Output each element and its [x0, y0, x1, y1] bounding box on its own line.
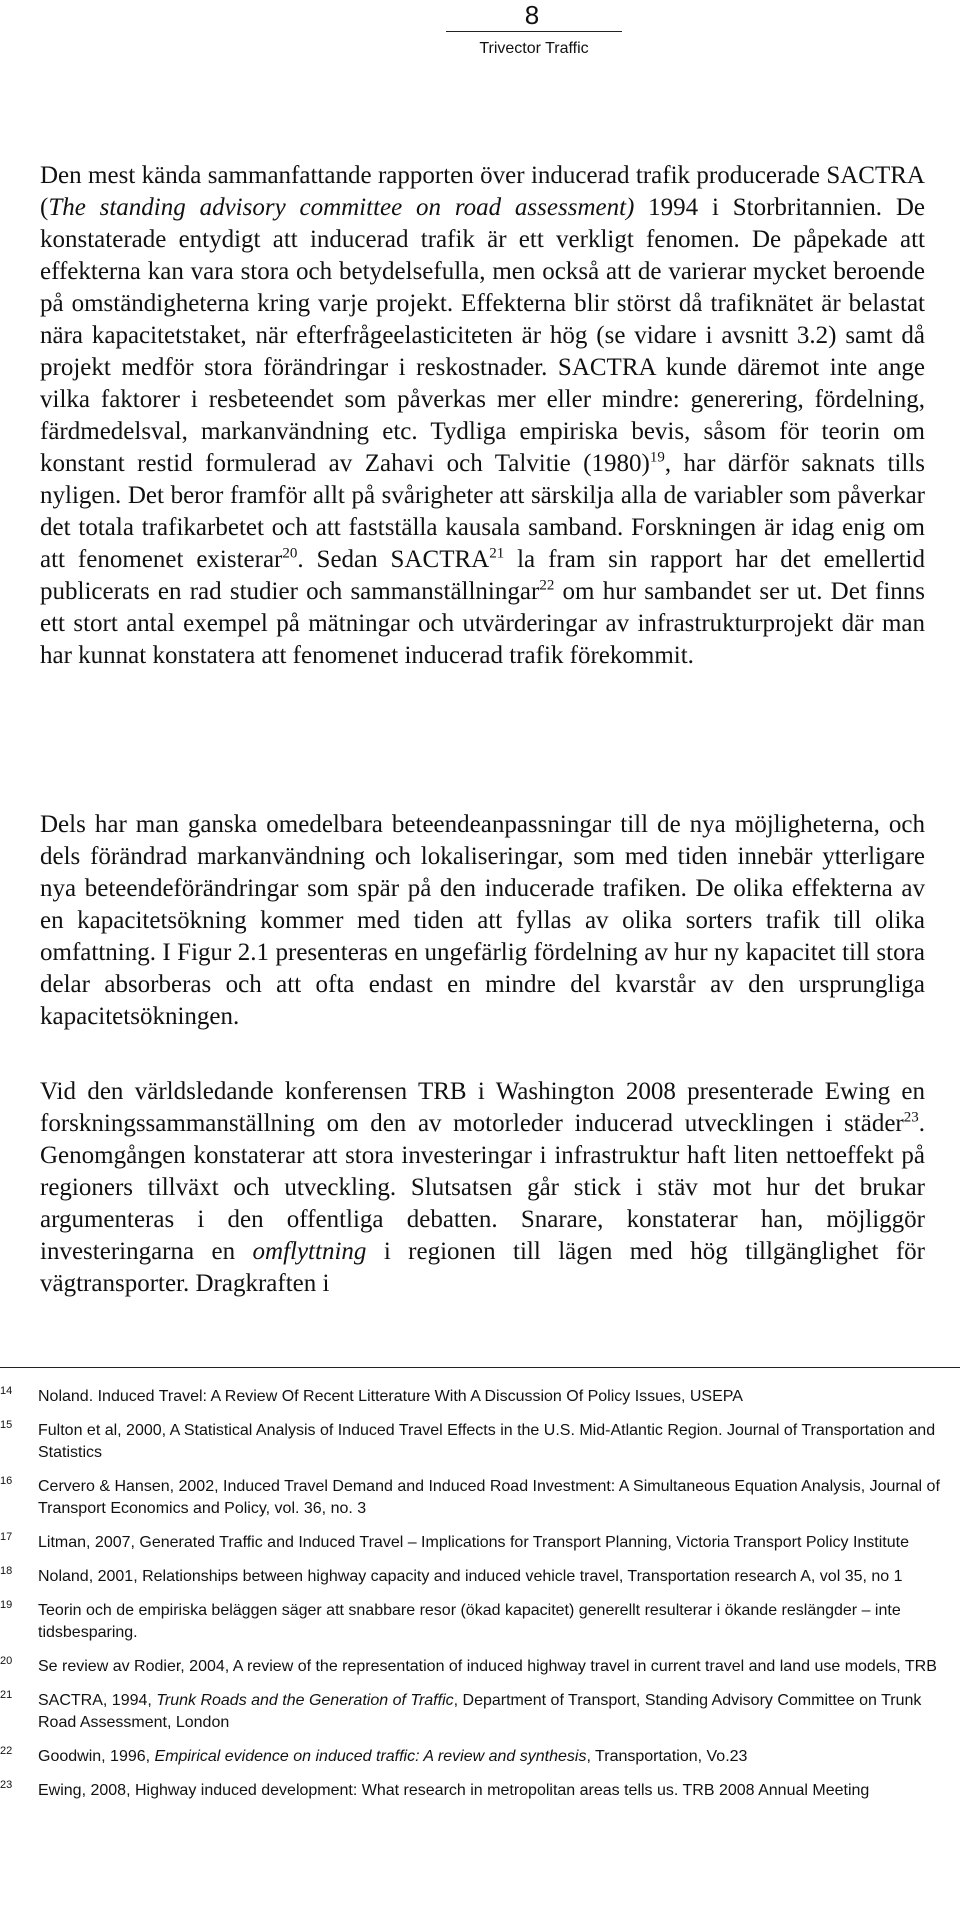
footnote-text: Cervero & Hansen, 2002, Induced Travel Demand and Induced Road Investment: A Simultaneous Equation Analysis, Journal of Transport Economics and Policy, vol. 36, no. 3 — [38, 1478, 940, 1517]
footnote-19 — [0, 1600, 944, 1644]
footnote-text: Noland, 2001, Relationships between highway capacity and induced vehicle travel, Transportation research A, vol 35, no 1 — [38, 1568, 903, 1585]
footnote-ref-21: 21 — [489, 545, 505, 562]
p3-text-b: . Genomgången konstaterar att stora investeringar i infrastruktur haft liten nettoeffekt på regioners tillväxt och utveckling. Slutsatsen går stick i stäv mot hur det brukar argumenteras i den offentliga debatten. Snarare, konstaterar han, möjliggör investeringarna en — [40, 1110, 925, 1265]
footnote-ref-20: 20 — [282, 545, 298, 562]
footnote-title: Empirical evidence on induced traffic: A review and synthesis — [154, 1748, 587, 1765]
footnote-ref-22: 22 — [539, 577, 555, 594]
footnote-title: Trunk Roads and the Generation of Traffic — [156, 1692, 454, 1709]
footnote-text: Fulton et al, 2000, A Statistical Analysis of Induced Travel Effects in the U.S. Mid-Atlantic Region. Journal of Transportation and Statistics — [38, 1422, 936, 1461]
footnote-rule — [0, 1367, 960, 1368]
footnote-text: Noland. Induced Travel: A Review Of Recent Litterature With A Discussion Of Policy Issues, USEPA — [38, 1388, 743, 1405]
p1-text-g: om hur sambandet ser ut. Det finns ett stort antal exempel på mätningar och utvärderingar av infrastrukturprojekt där man har kunnat konstatera att fenomenet inducerad trafik förekommit. — [40, 578, 926, 669]
footnote-text: Teorin och de empiriska beläggen säger att snabbare resor (ökad kapacitet) generellt resulterar i ökande reslängder – inte tidsbesparing. — [38, 1602, 901, 1641]
p1-text-d: , har därför saknats tills nyligen. Det beror framför allt på svårigheter att särskilja alla de variabler som påverkar det totala trafikarbetet och att fastställa kausala samband. Forskningen är idag enig om att fenomenet existerar — [40, 450, 925, 573]
footnote-15 — [0, 1420, 944, 1464]
footnote-text: Se review av Rodier, 2004, A review of the representation of induced highway travel in current travel and land use models, TRB — [38, 1658, 937, 1675]
footnote-number: 22 — [0, 1745, 13, 1757]
footnote-text-post: , Transportation, Vo.23 — [586, 1748, 748, 1765]
footnote-text-pre: Goodwin, 1996, — [38, 1748, 155, 1765]
footnote-number: 23 — [0, 1779, 13, 1791]
footnote-18 — [0, 1566, 944, 1588]
footnote-number: 21 — [0, 1689, 13, 1701]
footnote-16 — [0, 1476, 944, 1520]
p3-text-a: Vid den världsledande konferensen TRB i Washington 2008 presenterade Ewing en forskningssammanställning om den av motorleder inducerad utvecklingen i städer — [40, 1078, 925, 1137]
p1-text-c: 1994 i Storbritannien. De konstaterade entydigt att inducerad trafik är ett verkligt fenomen. De påpekade att effekterna kan vara stora och betydelsefulla, men också att de varierar mycket beroende på omständigheterna kring varje projekt. Effekterna blir störst då trafiknätet är belastat nära kapacitetstaket, när efterfrågeelasticiteten är hög (se vidare i avsnitt 3.2) samt då projekt medför stora förändringar i reskostnader. SACTRA kunde däremot inte ange vilka faktorer i resbeteendet som påverkas mer eller mindre: generering, fördelning, färdmedelsval, markanvändning etc. Tydliga empiriska bevis, såsom för teorin om konstant restid formulerad av Zahavi och Talvitie (1980) — [40, 194, 925, 477]
paragraph-1 — [40, 160, 925, 672]
footnote-22 — [0, 1746, 944, 1768]
footnote-number: 15 — [0, 1419, 13, 1431]
p1-text-a: Den mest kända sammanfattande rapporten över inducerad trafik producerade SACTRA ( — [40, 162, 925, 221]
footnote-number: 17 — [0, 1531, 13, 1543]
footnotes — [0, 1386, 960, 1814]
footnote-text: Ewing, 2008, Highway induced development: What research in metropolitan areas tells us. TRB 2008 Annual Meeting — [38, 1782, 870, 1799]
footnote-number: 20 — [0, 1655, 13, 1667]
p3-text-d: i regionen till lägen med hög tillgänglighet för vägtransporter. Dragkraften i — [40, 1238, 925, 1297]
footnote-text: Litman, 2007, Generated Traffic and Induced Travel – Implications for Transport Planning, Victoria Transport Policy Institute — [38, 1534, 909, 1551]
footnote-number: 16 — [0, 1475, 13, 1487]
p1-italic-title: The standing advisory committee on road assessment) — [48, 194, 635, 221]
footnote-text-post: , Department of Transport, Standing Advisory Committee on Trunk Road Assessment, London — [38, 1692, 922, 1731]
footnote-ref-23: 23 — [903, 1109, 919, 1126]
page-number: 8 — [524, 0, 540, 30]
p1-text-f: la fram sin rapport har det emellertid publicerats en rad studier och sammanställningar — [40, 546, 925, 605]
footnote-number: 19 — [0, 1599, 13, 1611]
p1-text-e: . Sedan SACTRA — [297, 546, 490, 573]
footnote-23 — [0, 1780, 944, 1802]
paragraph-3 — [40, 1076, 925, 1300]
footnote-14 — [0, 1386, 944, 1408]
footnote-ref-19: 19 — [649, 449, 665, 466]
footnote-number: 18 — [0, 1565, 13, 1577]
p3-italic-word: omflyttning — [252, 1238, 367, 1265]
footnote-number: 14 — [0, 1385, 13, 1397]
running-head: Trivector Traffic — [479, 40, 589, 57]
footnote-17 — [0, 1532, 944, 1554]
footnote-20 — [0, 1656, 944, 1678]
footnote-21 — [0, 1690, 944, 1734]
paragraph-2: Dels har man ganska omedelbara beteendeanpassningar till de nya möjligheterna, och dels förändrad markanvändning och lokaliseringar, som med tiden innebär ytterligare nya beteendeförändringar som spär på den inducerade trafiken. De olika effekterna av en kapacitetsökning kommer med tiden att fyllas av olika sorters trafik till olika omfattning. I Figur 2.1 presenteras en ungefärlig fördelning av hur ny kapacitet till stora delar absorberas och att ofta endast en mindre del kvarstår av den ursprungliga kapacitetsökningen. — [40, 811, 925, 1030]
footnote-text-pre: SACTRA, 1994, — [38, 1692, 157, 1709]
header-rule — [446, 31, 622, 32]
